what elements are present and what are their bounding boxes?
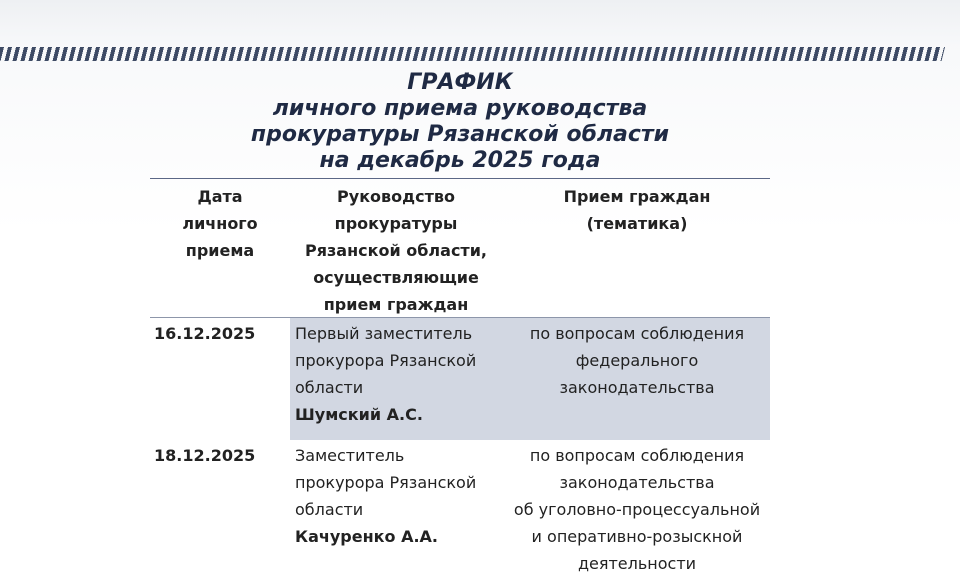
header-leadership-line: Руководство (337, 187, 455, 206)
header-date-line: Дата (197, 187, 243, 206)
table-top-rule (150, 178, 770, 179)
topic-line: по вопросам соблюдения (529, 446, 745, 465)
leader-name: Качуренко А.А. (295, 527, 438, 546)
header-topic-line: (тематика) (586, 214, 688, 233)
header-leadership (290, 183, 502, 318)
leader-position-line: Первый заместитель (295, 324, 473, 343)
header-date-line: личного (182, 214, 258, 233)
row-date: 18.12.2025 (154, 446, 256, 465)
top-band (0, 0, 960, 44)
leader-position-line: Заместитель (295, 446, 405, 465)
topic-line: законодательства (559, 378, 715, 397)
topic-line: деятельности (577, 554, 697, 573)
title-line-4: на декабрь 2025 года (319, 148, 601, 173)
topic-line: и оперативно-розыскной (531, 527, 743, 546)
topic-line: законодательства (559, 473, 715, 492)
row-topic (504, 320, 770, 401)
header-leadership-line: прием граждан (323, 295, 469, 314)
header-topic (504, 183, 770, 237)
leader-name: Шумский А.С. (295, 405, 423, 424)
row-date: 16.12.2025 (154, 324, 256, 343)
title-line-1: ГРАФИК (407, 70, 513, 95)
row-leader (295, 320, 500, 428)
header-leadership-line: прокуратуры (334, 214, 458, 233)
leader-position-line: прокурора Рязанской (295, 473, 477, 492)
header-topic-line: Прием граждан (563, 187, 711, 206)
header-leadership-line: осуществляющие (313, 268, 479, 287)
title-line-2: личного приема руководства (272, 96, 648, 121)
header-date (150, 183, 290, 264)
leader-position-line: прокурора Рязанской (295, 351, 477, 370)
topic-line: об уголовно-процессуальной (513, 500, 761, 519)
row-topic (504, 442, 770, 577)
title-line-3: прокуратуры Рязанской области (250, 122, 670, 147)
topic-line: федерального (575, 351, 699, 370)
row-leader (295, 442, 500, 550)
decorative-stripe (0, 47, 945, 61)
leader-position-line: области (295, 378, 364, 397)
header-date-line: приема (185, 241, 255, 260)
leader-position-line: области (295, 500, 364, 519)
header-leadership-line: Рязанской области, (305, 241, 487, 260)
topic-line: по вопросам соблюдения (529, 324, 745, 343)
